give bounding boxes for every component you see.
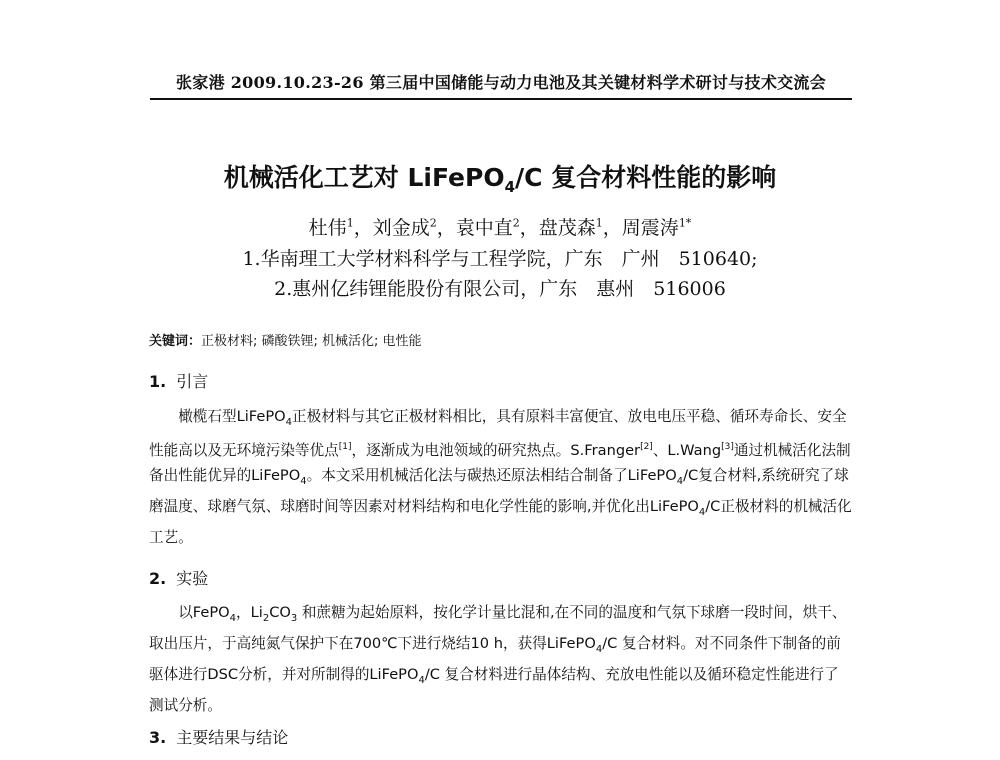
affiliation-1: 1.华南理工大学材料科学与工程学院，广东 广州 510640; [242,248,758,270]
author-affiliation-mark: 1 [595,216,603,230]
text-run: 以FePO [178,604,230,621]
author-separator: ， [353,217,373,239]
title-suffix: /C 复合材料性能的影响 [515,163,777,192]
title-subscript: 4 [504,178,516,196]
author-name: 周震涛 [621,217,679,239]
text-run: /C复合材料,系统研究了球磨温度、球磨气氛、球磨时间等因素对材料结构和电化学性能的影响,并优化出LiFePO [149,466,849,515]
affiliation-2: 2.惠州亿纬锂能股份有限公司，广东 惠州 516006 [274,278,726,300]
author-name: 袁中直 [455,217,513,239]
author-separator: ， [436,217,456,239]
citation-ref: [3] [721,441,734,452]
conference-header: 张家港 2009.10.23-26 第三届中国储能与动力电池及其关键材料学术研讨与技术交流会 [175,73,827,92]
text-run: 和蔗糖为起始原料，按化学计量比混和,在不同的温度和气氛下球磨一段时间，烘干、取出压片，于高纯氮气保护下在700℃下进行烧结10 h，获得LiFePO [149,604,847,652]
author-list [100,213,900,240]
experiment-paragraph [149,600,852,718]
text-run: 橄榄石型LiFePO [178,408,286,425]
author-separator: ， [602,217,622,239]
author-separator: ， [519,217,539,239]
subscript: 4 [595,643,603,655]
section-number: 1. [149,372,167,391]
section-heading-experiment [149,566,208,589]
section-title: 主要结果与结论 [176,728,289,747]
title-prefix: 机械活化工艺对 LiFePO [223,163,505,192]
keywords [149,330,422,349]
section-title: 实验 [176,569,209,588]
subscript: 4 [418,674,425,686]
header-rule [150,98,852,100]
keywords-label: 关键词： [149,334,202,349]
introduction-paragraph [149,404,852,550]
subscript: 2 [262,612,270,624]
author-affiliation-mark: 2 [512,216,520,230]
section-title: 引言 [176,372,209,391]
keywords-text: 正极材料; 磷酸铁锂; 机械活化; 电性能 [201,334,422,349]
author-name: 刘金成 [372,217,430,239]
author-affiliation-mark: 2 [429,216,437,230]
text-run: ，Li [236,604,263,621]
author-name: 杜伟 [308,217,347,239]
text-run: /C 复合材料进行晶体结构、充放电性能以及循环稳定性能进行了测试分析。 [149,665,839,714]
paper-title [100,158,900,196]
text-run: 通过机械活化法制备出性能优异的LiFePO [149,441,851,484]
text-run: 、L.Wang [652,441,722,459]
text-run: /C 复合材料。对不同条件下制备的前驱体进行DSC分析，并对所制得的LiFePO [149,634,841,683]
author-affiliation-mark: 1 [346,216,354,230]
text-run: ，逐渐成为电池领域的研究热点。S.Franger [351,441,641,459]
subscript: 4 [285,416,292,428]
section-heading-results [149,725,288,748]
text-run: CO [269,604,291,621]
subscript: 4 [676,475,684,487]
subscript: 4 [229,612,237,624]
author-name: 盘茂森 [538,217,596,239]
text-run: 。本文采用机械活化法与碳热还原法相结合制备了LiFePO [306,466,677,484]
subscript: 4 [300,475,307,487]
author-affiliation-mark: 1* [678,216,692,230]
section-heading-introduction [149,369,208,392]
subscript: 4 [698,506,706,518]
citation-ref: [2] [640,441,653,452]
text-run: 正极材料与其它正极材料相比，具有原料丰富便宜、放电电压平稳、循环寿命长、安全性能高以及无环境污染等优点 [149,408,847,459]
section-number: 3. [149,728,167,747]
citation-ref: [1] [338,441,352,452]
text-run: /C正极材料的机械活化工艺。 [149,497,852,546]
section-number: 2. [149,569,167,588]
subscript: 3 [290,612,298,624]
